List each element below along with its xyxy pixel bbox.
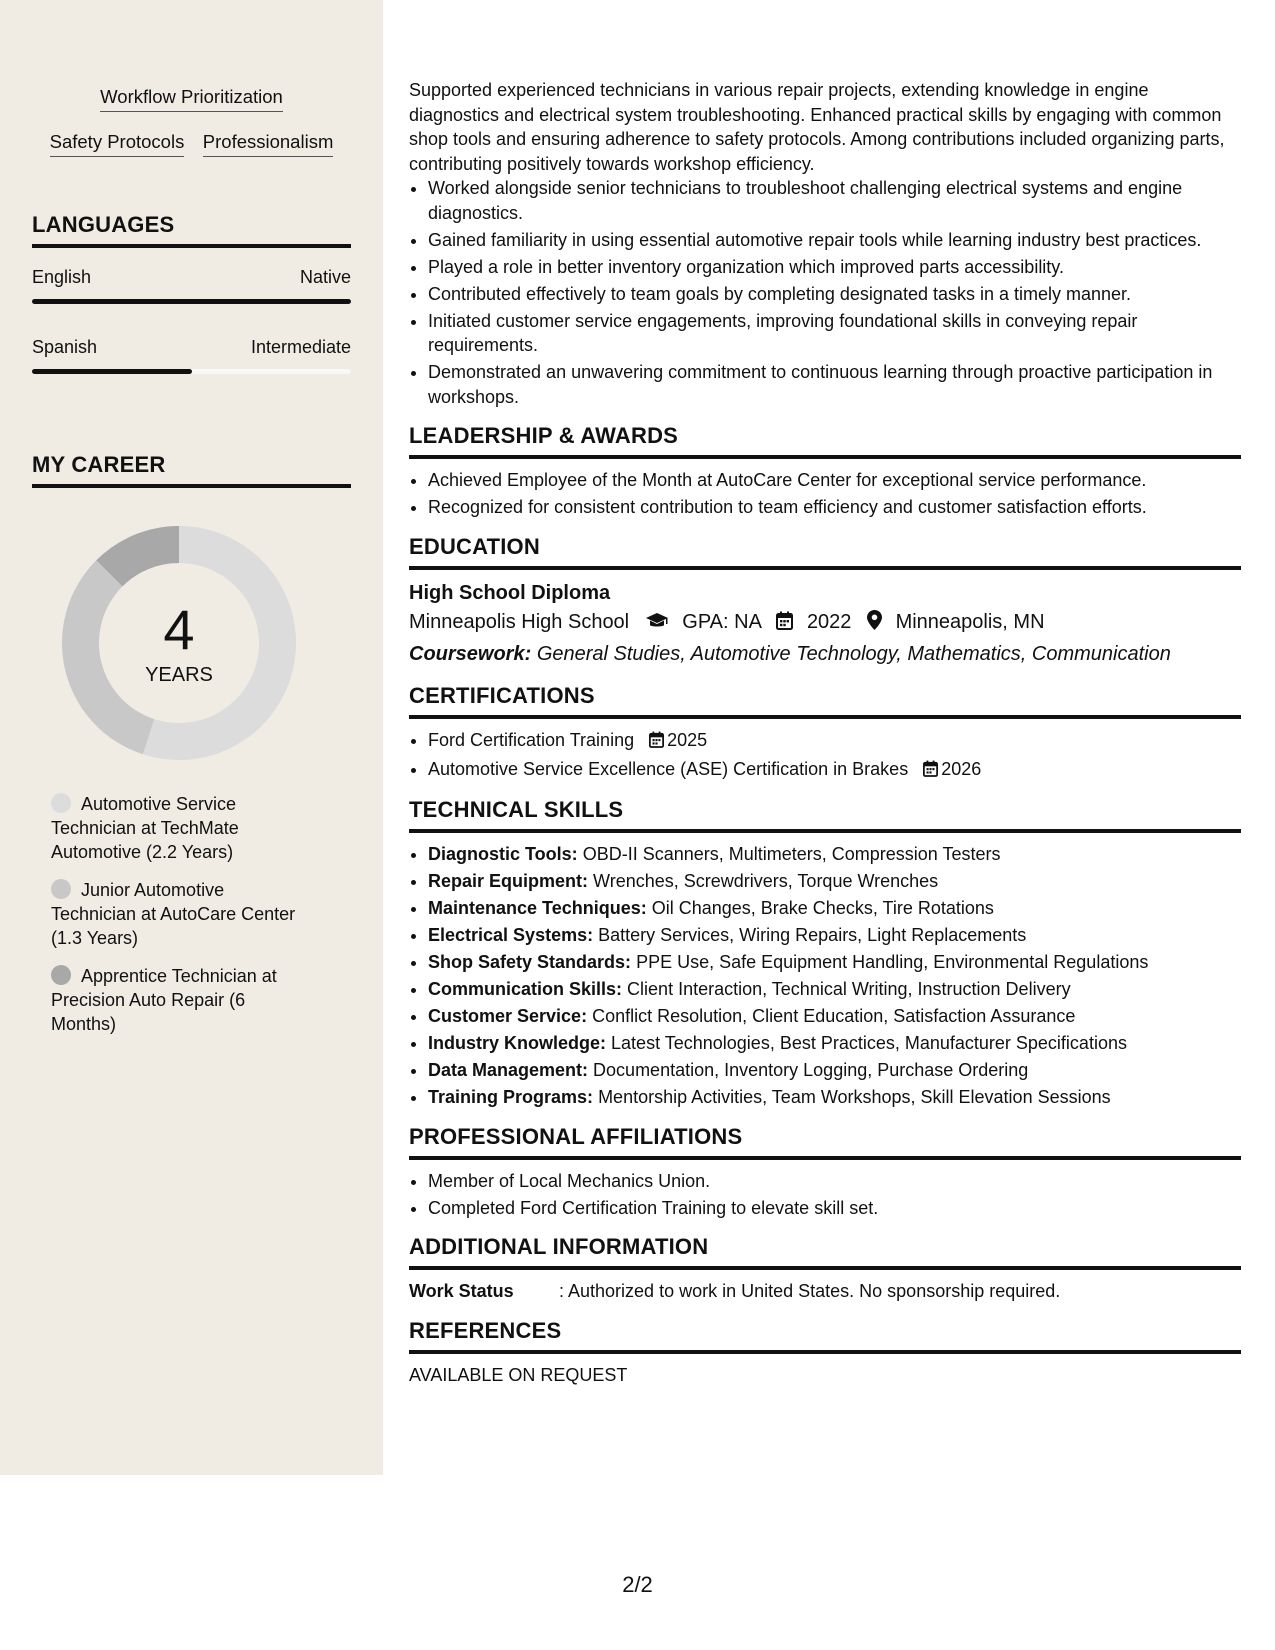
skill-label: Shop Safety Standards: <box>428 952 632 972</box>
skill-label: Industry Knowledge: <box>428 1033 607 1053</box>
list-item: • Recognized for consistent contribution to team efficiency and customer satisfaction efforts. <box>428 495 1241 520</box>
technical-skills-list <box>409 842 1241 1110</box>
skill-value: Mentorship Activities, Team Workshops, Skill Elevation Sessions <box>598 1087 1111 1107</box>
language-level: Native <box>299 267 351 287</box>
education-year: 2022 <box>806 610 852 633</box>
skill-value: Latest Technologies, Best Practices, Manufacturer Specifications <box>611 1033 1127 1053</box>
certification-name: Automotive Service Excellence (ASE) Certification in Brakes <box>428 758 909 779</box>
list-item: • Played a role in better inventory organization which improved parts accessibility. <box>428 255 1241 280</box>
page-number: 2/2 <box>622 1572 653 1597</box>
skill-label: Maintenance Techniques: <box>428 898 647 918</box>
leadership-heading: LEADERSHIP & AWARDS <box>409 423 1241 459</box>
certification-name: Ford Certification Training <box>428 729 635 750</box>
list-item: • Achieved Employee of the Month at AutoCare Center for exceptional service performance. <box>428 468 1241 493</box>
additional-info-heading: ADDITIONAL INFORMATION <box>409 1234 1241 1270</box>
technical-skills-heading: TECHNICAL SKILLS <box>409 797 1241 833</box>
skill-tag: Workflow Prioritization <box>100 86 283 112</box>
skill-tag: Safety Protocols <box>50 131 185 157</box>
education-school: Minneapolis High School <box>409 610 630 633</box>
affiliations-heading: PROFESSIONAL AFFILIATIONS <box>409 1124 1241 1160</box>
coursework-label: Coursework: <box>409 642 532 665</box>
affiliations-list <box>409 1169 1241 1221</box>
career-item <box>51 878 311 950</box>
skill-label: Training Programs: <box>428 1087 594 1107</box>
list-item <box>428 1085 1241 1110</box>
skill-label: Diagnostic Tools: <box>428 844 578 864</box>
skill-value: OBD-II Scanners, Multimeters, Compression Testers <box>582 844 1001 864</box>
list-item <box>428 950 1241 975</box>
list-item <box>428 869 1241 894</box>
list-item: • Worked alongside senior technicians to troubleshoot challenging electrical systems and engine diagnostics. <box>428 176 1241 225</box>
list-item: • Member of Local Mechanics Union. <box>428 1169 1241 1194</box>
coursework-value: General Studies, Automotive Technology, Mathematics, Communication <box>536 642 1171 665</box>
sidebar <box>0 0 383 1475</box>
language-name: Spanish <box>32 337 98 357</box>
leadership-list <box>409 468 1241 520</box>
skill-value: PPE Use, Safe Equipment Handling, Environmental Regulations <box>636 952 1149 972</box>
career-legend-dot <box>51 965 71 985</box>
career-item <box>51 964 311 1036</box>
skills-row <box>0 86 383 112</box>
references-heading: REFERENCES <box>409 1318 1241 1354</box>
skill-label: Repair Equipment: <box>428 871 589 891</box>
work-status-label: Work Status <box>409 1281 514 1301</box>
career-item-label: Automotive Service Technician at TechMate Automotive (2.2 Years) <box>51 794 239 862</box>
list-item <box>428 923 1241 948</box>
skill-value: Documentation, Inventory Logging, Purchase Ordering <box>593 1060 1029 1080</box>
list-item: • Contributed effectively to team goals by completing designated tasks in a timely manner. <box>428 282 1241 307</box>
certifications-heading: CERTIFICATIONS <box>409 683 1241 719</box>
career-total-unit: YEARS <box>145 664 213 686</box>
skills-row <box>0 131 383 157</box>
list-item <box>428 728 1241 755</box>
certification-year: 2025 <box>667 729 708 750</box>
calendar-icon <box>923 759 938 784</box>
main-content <box>409 78 1241 1387</box>
language-name: English <box>32 267 92 287</box>
skill-value: Conflict Resolution, Client Education, Satisfaction Assurance <box>592 1006 1076 1026</box>
list-item <box>428 757 1241 784</box>
certification-year: 2026 <box>941 758 982 779</box>
work-status-value: : Authorized to work in United States. No sponsorship required. <box>559 1281 1061 1301</box>
calendar-icon <box>649 730 664 755</box>
skill-label: Electrical Systems: <box>428 925 594 945</box>
references-text: AVAILABLE ON REQUEST <box>409 1364 628 1385</box>
skill-value: Battery Services, Wiring Repairs, Light Replacements <box>598 925 1027 945</box>
skill-label: Data Management: <box>428 1060 589 1080</box>
list-item <box>428 896 1241 921</box>
career-heading: MY CAREER <box>32 452 351 488</box>
list-item <box>428 1058 1241 1083</box>
skill-tag: Professionalism <box>203 131 334 157</box>
list-item: • Completed Ford Certification Training to elevate skill set. <box>428 1196 1241 1221</box>
skill-label: Communication Skills: <box>428 979 623 999</box>
education-gpa: GPA: NA <box>682 610 761 633</box>
skill-value: Client Interaction, Technical Writing, Instruction Delivery <box>627 979 1071 999</box>
career-legend-dot <box>51 793 71 813</box>
career-legend-dot <box>51 879 71 899</box>
list-item <box>428 1031 1241 1056</box>
career-item-label: Apprentice Technician at Precision Auto Repair (6 Months) <box>51 966 277 1034</box>
proficiency-bar <box>32 299 351 304</box>
certifications-list <box>409 728 1241 784</box>
list-item: • Gained familiarity in using essential automotive repair tools while learning industry best practices. <box>428 228 1241 253</box>
location-pin-icon <box>867 609 882 639</box>
skill-value: Wrenches, Screwdrivers, Torque Wrenches <box>593 871 939 891</box>
skill-value: Oil Changes, Brake Checks, Tire Rotations <box>651 898 994 918</box>
education-details <box>409 607 1241 639</box>
education-heading: EDUCATION <box>409 534 1241 570</box>
experience-bullets <box>409 176 1241 409</box>
list-item: • Initiated customer service engagements, improving foundational skills in conveying repair requirements. <box>428 309 1241 358</box>
work-status <box>409 1279 1241 1304</box>
list-item <box>428 977 1241 1002</box>
list-item: • Demonstrated an unwavering commitment to continuous learning through proactive participation in workshops. <box>428 360 1241 409</box>
proficiency-fill <box>32 299 351 304</box>
list-item <box>428 1004 1241 1029</box>
languages-heading: LANGUAGES <box>32 212 351 248</box>
education-location: Minneapolis, MN <box>895 610 1045 633</box>
skill-label: Customer Service: <box>428 1006 588 1026</box>
education-degree: High School Diploma <box>409 581 611 604</box>
education-coursework <box>409 639 1241 669</box>
experience-summary: Supported experienced technicians in various repair projects, extending knowledge in engine diagnostics and electrical system troubleshooting. Enhanced practical skills by engaging with common shop tools and ensuring adherence to safety protocols. Among contributions included organizing parts, contributing positively towards workshop efficiency. <box>409 80 1225 174</box>
list-item <box>428 842 1241 867</box>
career-total-years: 4 <box>163 598 195 661</box>
language-level: Intermediate <box>250 337 351 357</box>
graduation-cap-icon <box>645 609 669 639</box>
career-item-label: Junior Automotive Technician at AutoCare Center (1.3 Years) <box>51 880 296 948</box>
proficiency-bar <box>32 369 351 374</box>
proficiency-fill <box>32 369 192 374</box>
career-item <box>51 792 311 864</box>
calendar-icon <box>776 609 793 639</box>
